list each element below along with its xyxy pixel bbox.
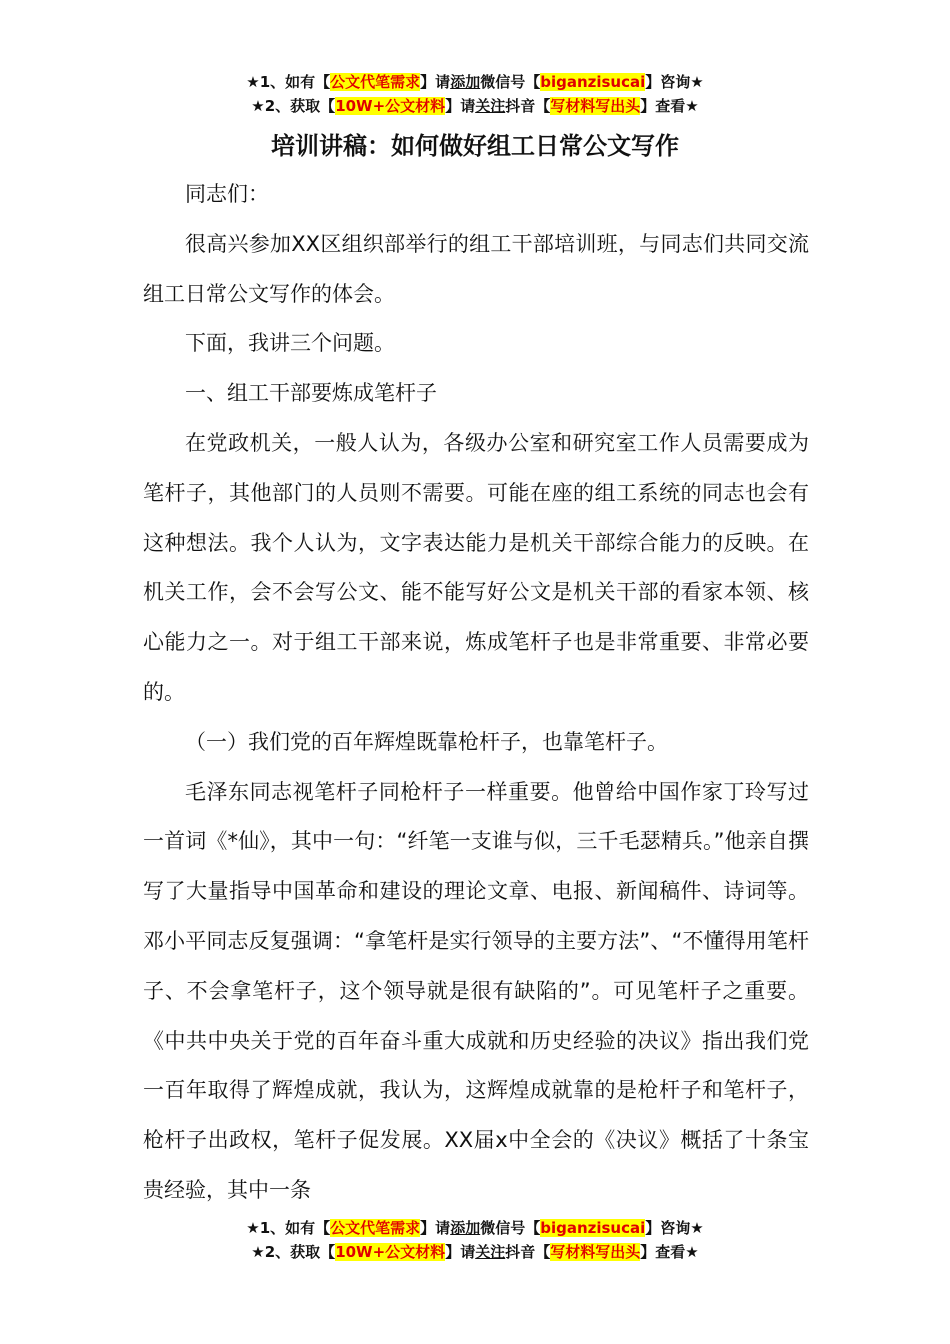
document-body <box>143 170 809 1216</box>
subsection-heading: （一）我们党的百年辉煌既靠枪杆子，也靠笔杆子。 <box>185 729 668 754</box>
paragraph: 毛泽东同志视笔杆子同枪杆子一样重要。他曾给中国作家丁玲写过一首词《*仙》，其中一句：“纤笔一支谁与似，三千毛瑟精兵。”他亲自撰写了大量指导中国革命和建设的理论文章、电报、新闻稿件、诗词等。邓小平同志反复强调：“拿笔杆是实行领导的主要方法”、“不懂得用笔杆子、不会拿笔杆子，这个领导就是很有缺陷的”。可见笔杆子之重要。《中共中央关于党的百年奋斗重大成就和历史经验的决议》指出我们党一百年取得了辉煌成就，我认为，这辉煌成就靠的是枪杆子和笔杆子，枪杆子出政权，笔杆子促发展。XX届x中全会的《决议》概括了十条宝贵经验，其中一条 <box>143 779 809 1202</box>
paragraph: 同志们： <box>185 182 269 206</box>
promo-highlight-service: 公文代笔需求 <box>330 73 421 91</box>
section-heading: 一、组工干部要炼成笔杆子 <box>185 381 437 406</box>
document-title: 培训讲稿：如何做好组工日常公文写作 <box>271 132 679 160</box>
promo-highlight-service: 公文代笔需求 <box>330 1219 421 1237</box>
promo-highlight-materials: 10W+公文材料 <box>335 1243 446 1261</box>
promo-line-2: ★2、获取【10W+公文材料】请关注抖音【写材料写出头】查看★ <box>251 1243 699 1261</box>
promo-highlight-douyin: 写材料写出头 <box>550 1243 641 1261</box>
promo-highlight-wechat-id: biganzisucai <box>540 73 646 91</box>
promo-line-2: ★2、获取【10W+公文材料】请关注抖音【写材料写出头】查看★ <box>251 97 699 115</box>
paragraph: 下面，我讲三个问题。 <box>185 331 395 356</box>
promo-line-1: ★1、如有【公文代笔需求】请添加微信号【biganzisucai】咨询★ <box>246 1219 704 1237</box>
header-promo-banner <box>0 70 950 118</box>
footer-promo-banner <box>0 1216 950 1264</box>
paragraph: 在党政机关，一般人认为，各级办公室和研究室工作人员需要成为笔杆子，其他部门的人员则不需要。可能在座的组工系统的同志也会有这种想法。我个人认为，文字表达能力是机关干部综合能力的反映。在机关工作，会不会写公文、能不能写好公文是机关干部的看家本领、核心能力之一。对于组工干部来说，炼成笔杆子也是非常重要、非常必要的。 <box>143 430 809 704</box>
promo-highlight-wechat-id: biganzisucai <box>540 1219 646 1237</box>
promo-line-1: ★1、如有【公文代笔需求】请添加微信号【biganzisucai】咨询★ <box>246 73 704 91</box>
promo-highlight-materials: 10W+公文材料 <box>335 97 446 115</box>
promo-highlight-douyin: 写材料写出头 <box>550 97 641 115</box>
paragraph: 很高兴参加XX区组织部举行的组工干部培训班，与同志们共同交流组工日常公文写作的体会。 <box>143 231 809 306</box>
